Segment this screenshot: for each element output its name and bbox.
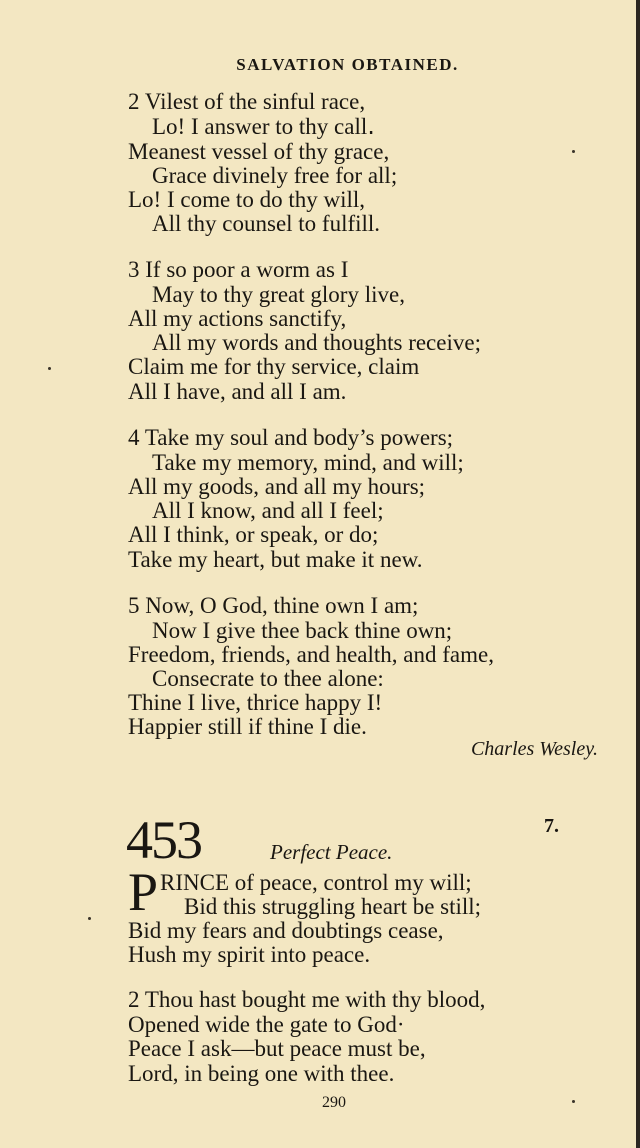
verse-line: 3 If so poor a worm as I [128,257,349,282]
verse-line: All I think, or speak, or do; [128,522,379,547]
verse-line: All I have, and all I am. [128,379,347,404]
hymn-title: Perfect Peace. [270,840,393,864]
verse-line: All my goods, and all my hours; [128,474,426,499]
verse-line: Thine I live, thrice happy I! [128,690,383,715]
verse-line: Lo! I come to do thy will, [128,187,365,212]
verse-line: Happier still if thine I die. [128,714,367,739]
verse-line: Take my memory, mind, and will; [152,450,464,475]
page-edge [636,0,640,1148]
drop-cap: P [128,862,159,922]
verse-line: Claim me for thy service, claim [128,354,420,379]
verse-line: Hush my spirit into peace. [128,942,371,967]
verse-line: Grace divinely free for all; [152,163,398,188]
verse-line: All my actions sanctify, [128,306,347,331]
verse-line: Now I give thee back thine own; [152,618,453,643]
verse-line: Opened wide the gate to God· [128,1012,405,1037]
print-speck [572,150,575,153]
verse-line: All thy counsel to fulfill. [152,211,381,236]
verse-line: Bid this struggling heart be still; [184,894,482,919]
verse-line: Freedom, friends, and health, and fame, [128,642,494,667]
verse-line: RINCE of peace, control my will; [160,870,472,895]
verse-line: Bid my fears and doubtings cease, [128,918,444,943]
print-speck [88,917,91,920]
verse-line: 5 Now, O God, thine own I am; [128,593,419,618]
print-speck [48,367,51,370]
verse-line: 2 Vilest of the sinful race, [128,89,366,114]
page-number: 290 [322,1094,346,1111]
author-attribution: Charles Wesley. [470,738,598,760]
verse-line: Consecrate to thee alone: [152,666,384,691]
verse-line: May to thy great glory live, [152,282,405,307]
running-head: SALVATION OBTAINED. [236,55,459,74]
print-speck [572,1100,575,1103]
verse-line: Meanest vessel of thy grace, [128,139,390,164]
verse-line: Peace I ask—but peace must be, [128,1036,426,1061]
verse-line: 4 Take my soul and body’s powers; [128,425,454,450]
verse-line: 2 Thou hast bought me with thy blood, [128,987,486,1012]
hymn-number: 453 [126,810,201,870]
verse-line: Lord, in being one with thee. [128,1061,395,1086]
verse-line: All I know, and all I feel; [152,498,384,523]
verse-line: Lo! I answer to thy call․ [152,114,375,139]
verse-line: Take my heart, but make it new. [128,547,423,572]
verse-line: All my words and thoughts receive; [152,330,481,355]
hymn-meter: 7. [544,815,559,837]
